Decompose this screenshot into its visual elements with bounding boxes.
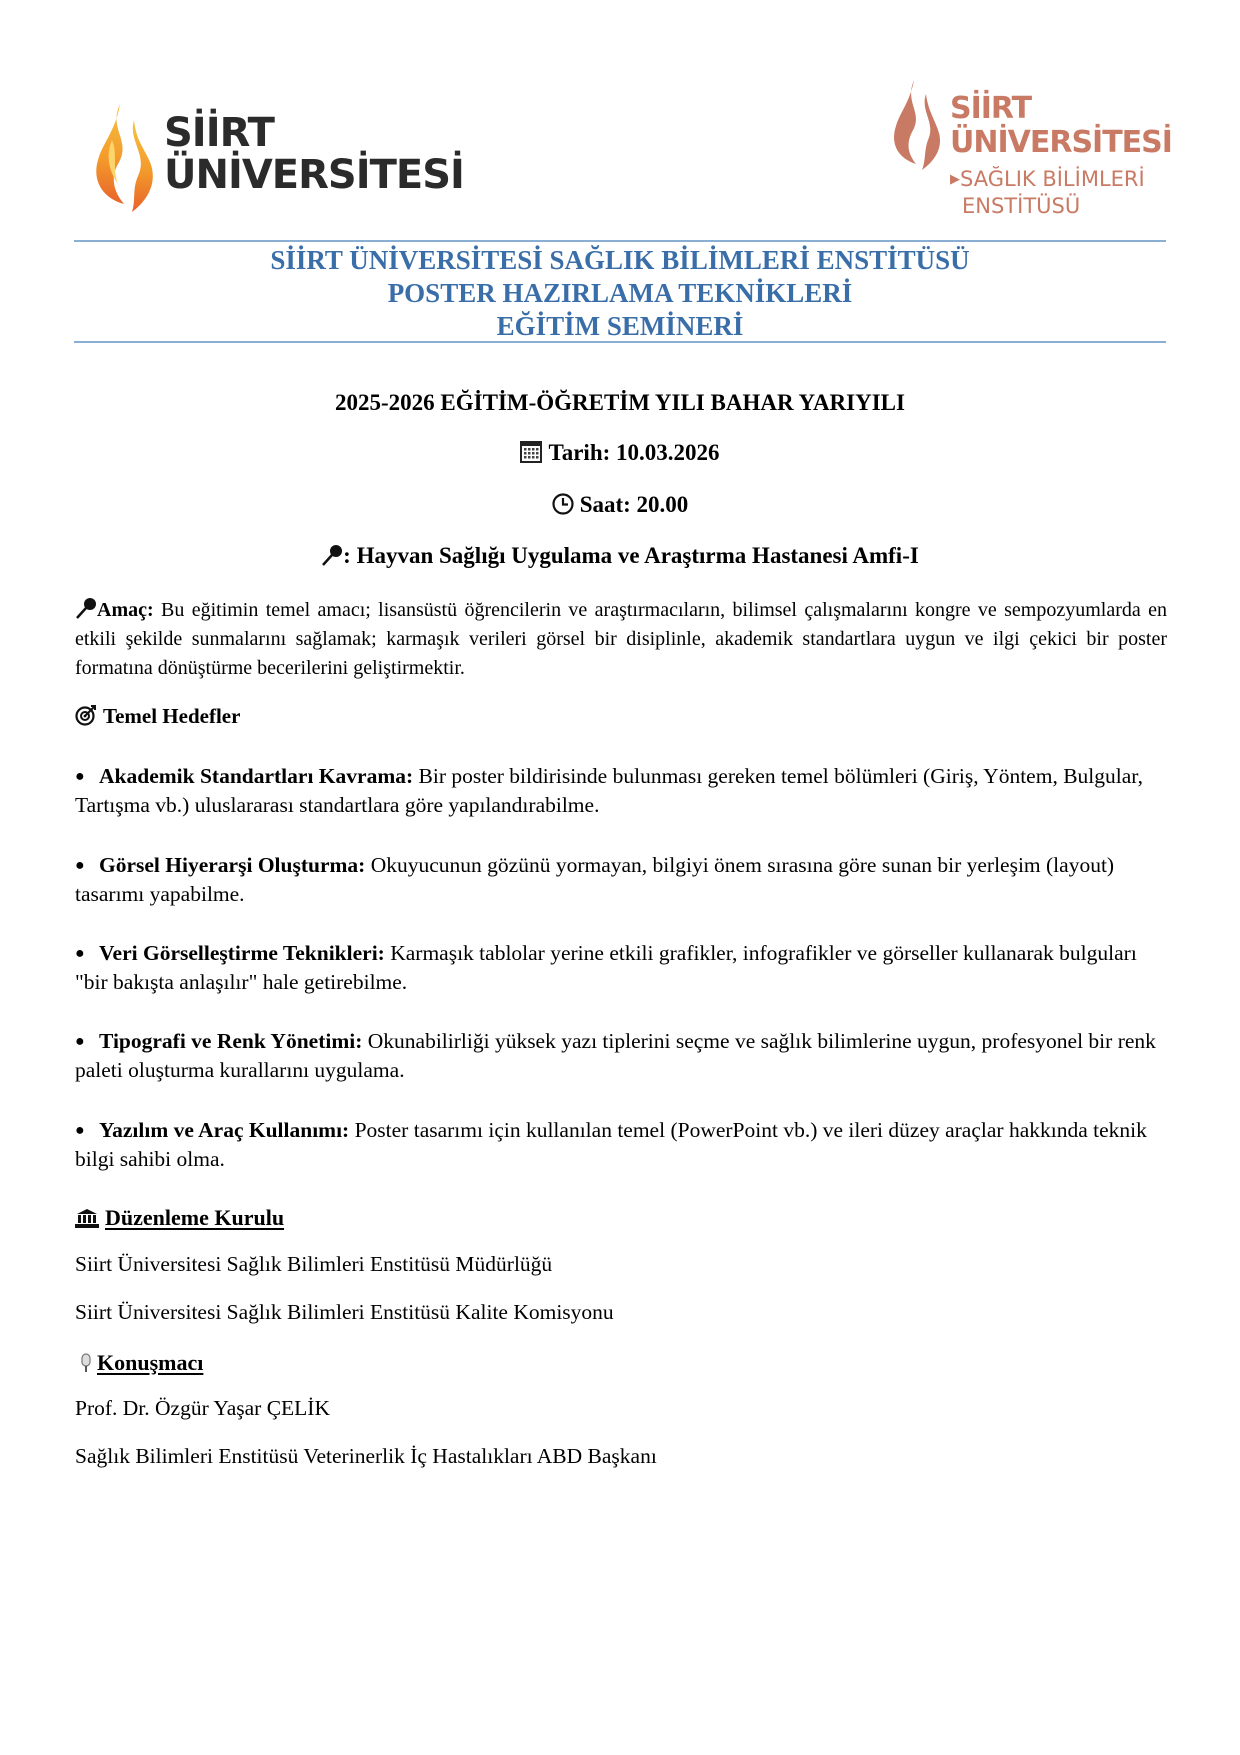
semester-heading: 2025-2026 EĞİTİM-ÖĞRETİM YILI BAHAR YARIYILI <box>335 390 905 415</box>
logo-line-4: ENSTİTÜSÜ <box>962 194 1081 218</box>
goal-item <box>75 1027 1167 1085</box>
logo-line-3-text: SAĞLIK BİLİMLERİ <box>960 167 1145 191</box>
page-title <box>74 244 1166 343</box>
goal-title: Tipografi ve Renk Yönetimi: <box>99 1029 363 1053</box>
flame-logo-icon <box>88 100 160 218</box>
goal-title: Görsel Hiyerarşi Oluşturma: <box>99 853 366 877</box>
title-top-rule <box>74 240 1166 242</box>
calendar-icon <box>520 441 542 463</box>
speaker-heading-text: Konuşmacı <box>97 1350 204 1375</box>
speaker-title: Sağlık Bilimleri Enstitüsü Veterinerlik İç Hastalıkları ABD Başkanı <box>75 1444 657 1468</box>
organizers-heading <box>75 1203 1167 1232</box>
target-icon <box>75 704 97 726</box>
building-icon <box>75 1208 99 1228</box>
title-line-1: SİİRT ÜNİVERSİTESİ SAĞLIK BİLİMLERİ ENSTİTÜSÜ <box>270 245 970 275</box>
goal-text: Karmaşık tablolar yerine etkili grafikler, infografikler ve görseller kullanarak bulguları "bir bakışta anlaşılır" hale getirebilme. <box>75 941 1137 994</box>
event-date <box>0 440 1240 466</box>
aim-text: Bu eğitimin temel amacı; lisansüstü öğrencilerin ve araştırmacıların, bilimsel çalışmalarını kongre ve sempozyumlarda en etkili şekilde sunmalarını sağlamak; karmaşık verileri görsel bir disiplinle, akademik standartlara uygun ve ilgi çekici bir poster formatına dönüştürme becerilerini geliştirmektir. <box>75 599 1167 679</box>
bullet-icon: ● <box>75 945 85 962</box>
organizers-heading-text: Düzenleme Kurulu <box>105 1205 285 1230</box>
aim-paragraph <box>75 596 1167 683</box>
health-sciences-institute-logo <box>888 78 1178 238</box>
goal-text: Okuyucunun gözünü yormayan, bilgiyi önem sırasına göre sunan bir yerleşim (layout) tasarımı yapabilme. <box>75 853 1115 906</box>
speaker-heading <box>75 1348 1167 1377</box>
triangle-icon: ▶ <box>950 172 960 187</box>
pin-icon <box>75 597 97 619</box>
goals-heading <box>75 702 1167 731</box>
bullet-icon: ● <box>75 1033 85 1050</box>
organizer-item: Siirt Üniversitesi Sağlık Bilimleri Enstitüsü Müdürlüğü <box>75 1252 553 1276</box>
goal-item <box>75 939 1167 997</box>
siirt-university-logo <box>88 100 464 220</box>
bullet-icon: ● <box>75 857 85 874</box>
pin-icon <box>321 544 343 566</box>
event-time-text: Saat: 20.00 <box>579 492 689 517</box>
goal-item <box>75 851 1167 909</box>
speaker-name: Prof. Dr. Özgür Yaşar ÇELİK <box>75 1396 330 1420</box>
logo-line-1: SİİRT <box>950 91 1032 126</box>
aim-label: Amaç: <box>97 599 154 621</box>
logo-line-2: ÜNİVERSİTESİ <box>164 152 464 198</box>
goal-title: Akademik Standartları Kavrama: <box>99 764 414 788</box>
flame-logo-icon <box>888 78 946 176</box>
goal-text: Poster tasarımı için kullanılan temel (PowerPoint vb.) ve ileri düzey araçlar hakkında teknik bilgi sahibi olma. <box>75 1118 1147 1171</box>
event-time <box>0 492 1240 518</box>
goal-title: Veri Görselleştirme Teknikleri: <box>99 941 385 965</box>
title-bottom-rule <box>74 341 1166 343</box>
goal-text: Okunabilirliği yüksek yazı tiplerini seçme ve sağlık bilimlerine uygun, profesyonel bir renk paleti oluşturma kurallarını uygulama. <box>75 1029 1156 1082</box>
organizer-item: Siirt Üniversitesi Sağlık Bilimleri Enstitüsü Kalite Komisyonu <box>75 1300 614 1324</box>
event-location <box>0 543 1240 569</box>
logo-line-1: SİİRT <box>164 110 274 156</box>
logo-line-3 <box>950 166 1172 193</box>
goal-item <box>75 762 1167 820</box>
goal-item <box>75 1116 1167 1174</box>
goals-heading-text: Temel Hedefler <box>103 704 241 728</box>
goal-text: Bir poster bildirisinde bulunması gereken temel bölümleri (Giriş, Yöntem, Bulgular, Tartışma vb.) uluslararası standartlara göre yapılandırabilme. <box>75 764 1143 817</box>
title-line-2: POSTER HAZIRLAMA TEKNİKLERİ <box>387 278 853 308</box>
event-location-text: : Hayvan Sağlığı Uygulama ve Araştırma Hastanesi Amfi-I <box>343 543 919 568</box>
event-date-text: Tarih: 10.03.2026 <box>548 440 720 465</box>
right-logo-text <box>950 92 1172 220</box>
title-line-3: EĞİTİM SEMİNERİ <box>496 311 744 341</box>
bullet-icon: ● <box>75 768 85 785</box>
bullet-icon: ● <box>75 1122 85 1139</box>
clock-icon <box>552 493 574 515</box>
microphone-icon <box>79 1353 93 1373</box>
left-logo-text <box>164 112 464 196</box>
logo-line-2: ÜNİVERSİTESİ <box>950 125 1172 160</box>
goal-title: Yazılım ve Araç Kullanımı: <box>99 1118 350 1142</box>
